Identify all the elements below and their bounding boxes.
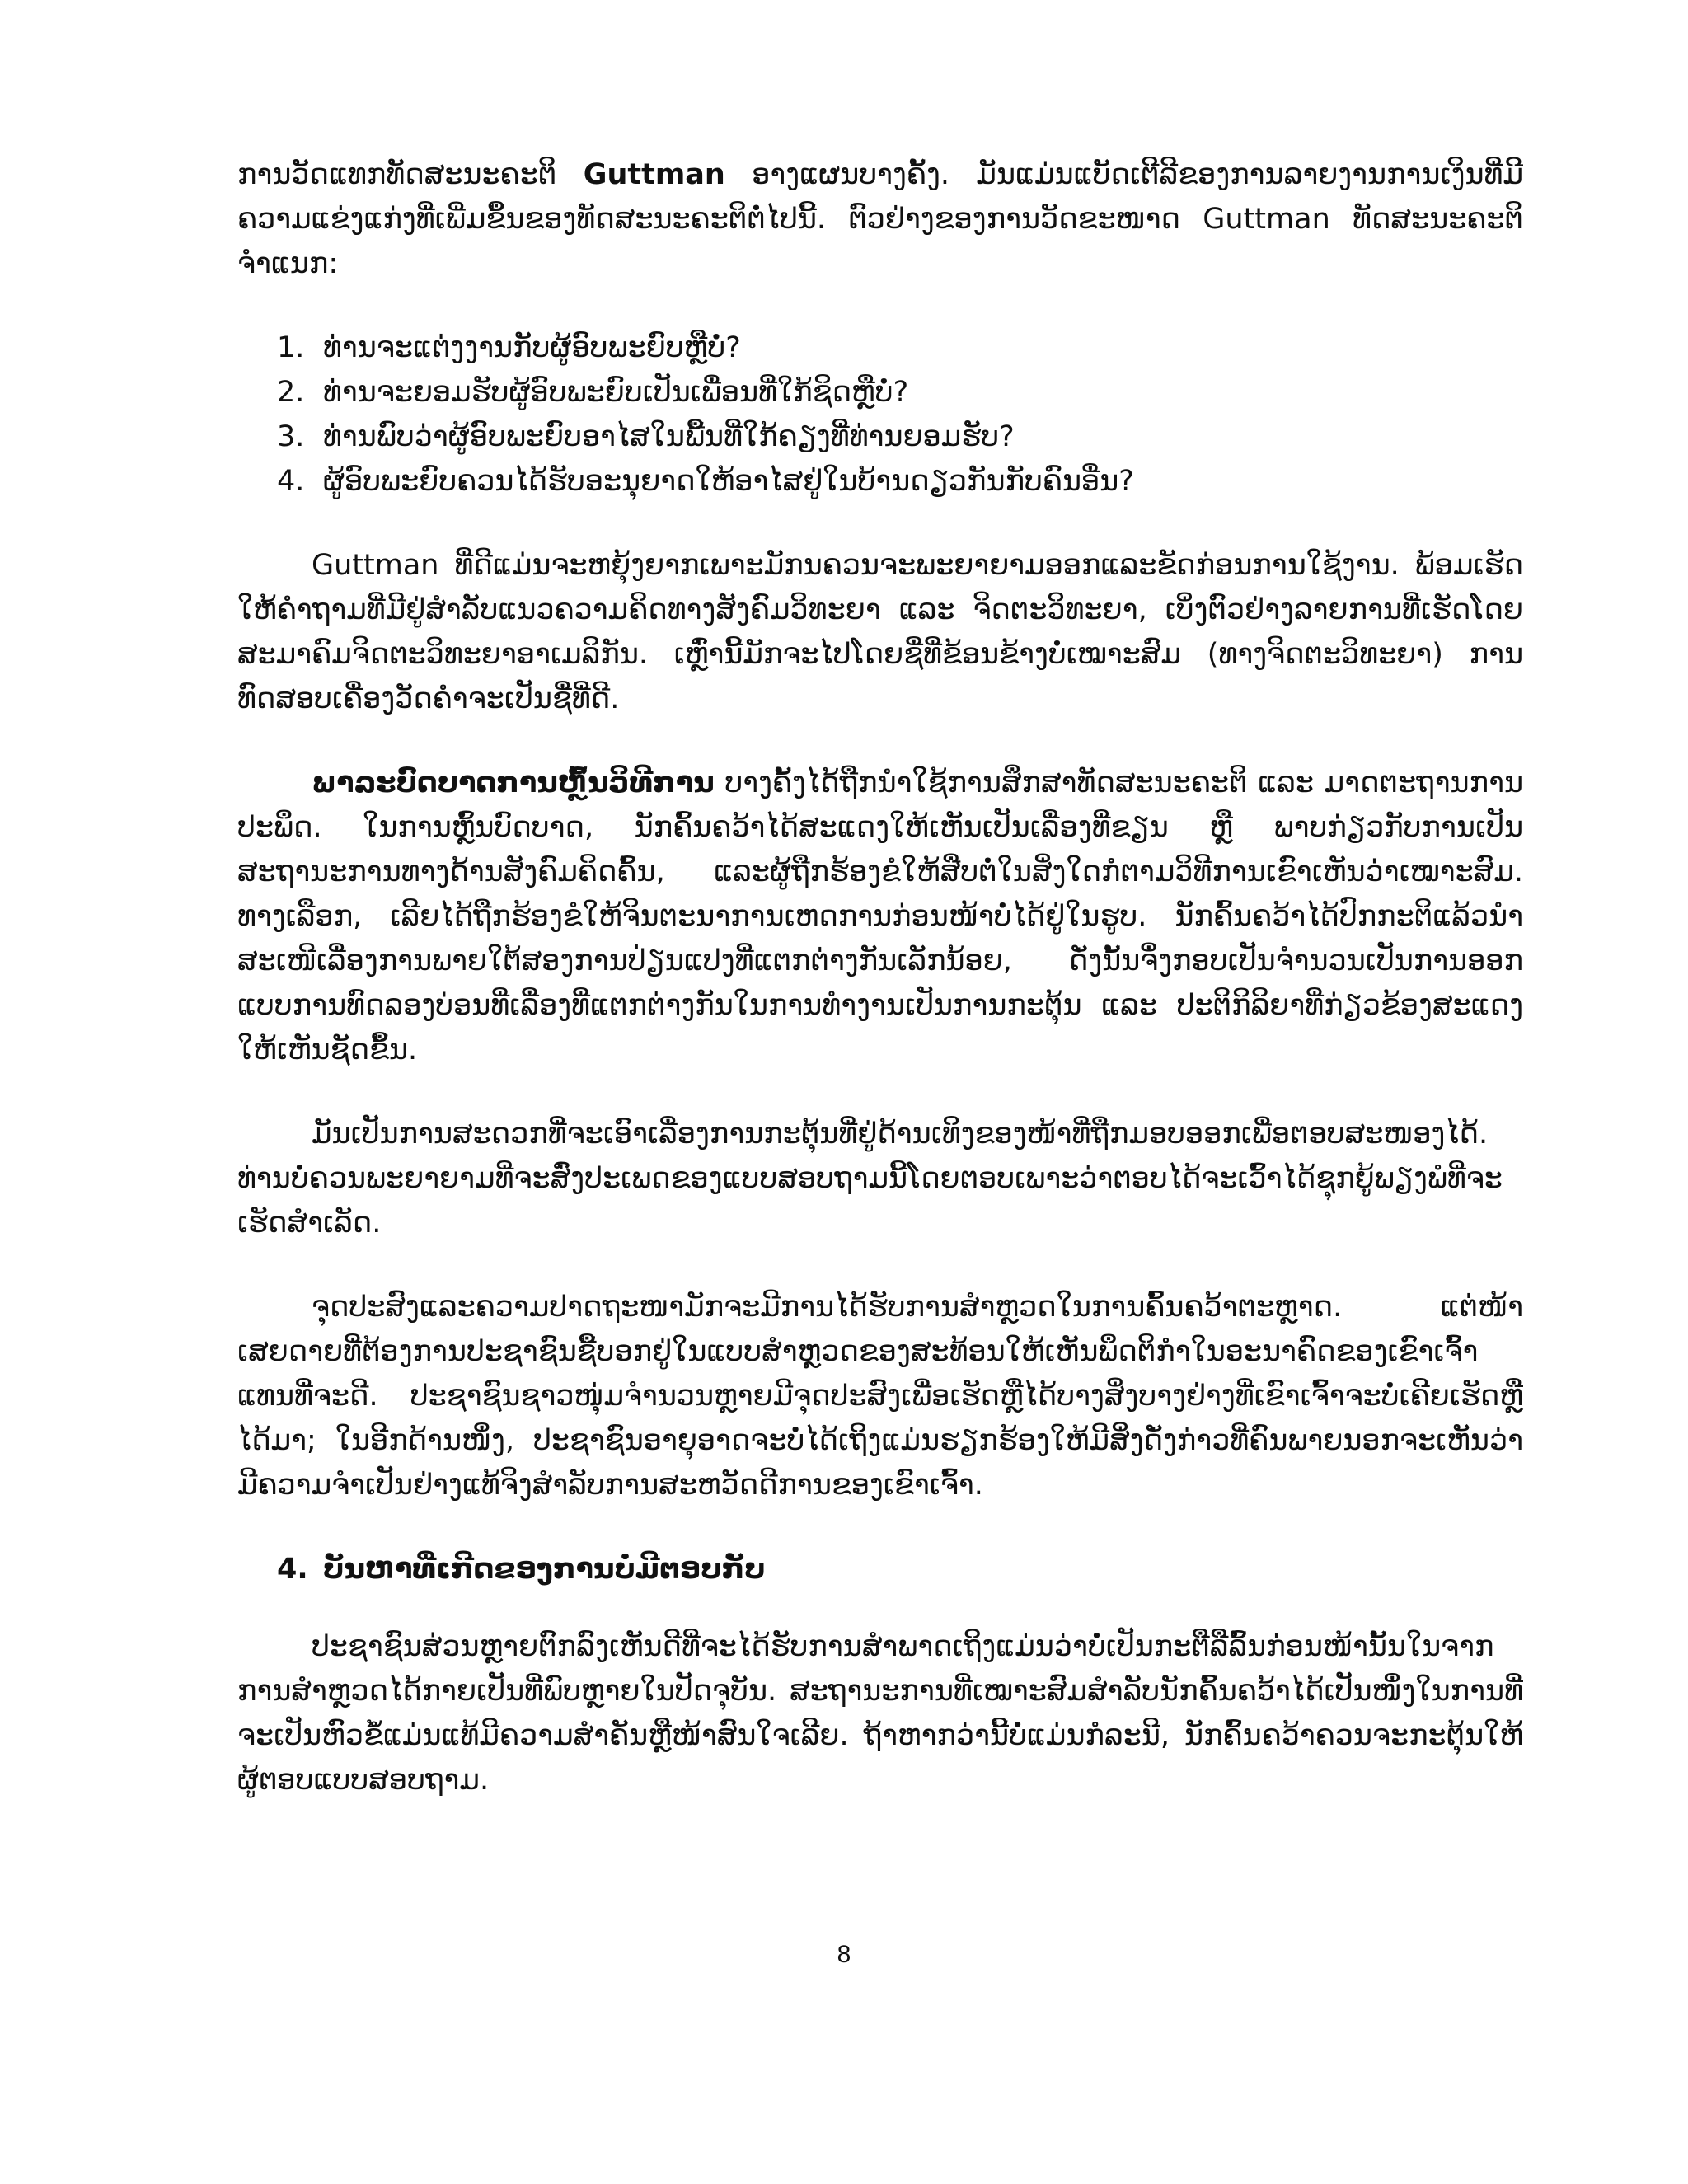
stimulus-paragraph: ມັນເປັນການສະດວກທີ່ຈະເອົາເລື່ອງການກະຕຸ້ນທີ່ຢູ່ດ້ານເທິງຂອງໜ້າທີ່ຖືກມອບອອກເພື່ອຕອບສະໜອງໄດ້. ທ່ານບໍ່ຄວນພະຍາຍາມທີ່ຈະສົ່ງປະເພດຂອງແບບສອບຖາມນີ້ໂດຍຕອບເພາະວ່າຕອບໄດ້ຈະເວົ້າໄດ້ຊຸກຍູ້ພຽງພໍທີ່ຈະເຮັດສຳເລັດ. xyxy=(237,1118,1503,1240)
list-item xyxy=(277,415,1523,459)
role-play-paragraph xyxy=(237,761,1523,1072)
intro-paragraph xyxy=(237,152,1523,286)
question-list xyxy=(237,326,1523,504)
role-play-text: ບາງຄັ້ງໄດ້ຖືກນຳໃຊ້ການສຶກສາທັດສະນະຄະຕິ ແລະ ມາດຕະຖານການປະພຶດ. ໃນການຫຼົ້ນບົດບາດ, ນັກຄົ້ນຄວ້າໄດ້ສະແດງໃຫ້ເຫັນເປັນເລື່ອງທີ່ຂຽນ ຫຼື ພາບກ່ຽວກັບການເປັນສະຖານະການທາງດ້ານສັງຄົມຄິດຄົ້ນ, ແລະຜູ້ຖືກຮ້ອງຂໍໃຫ້ສືບຕໍ່ໃນສິ່ງໃດກໍຕາມວິທີການເຂົາເຫັນວ່າເໝາະສົມ. ທາງເລືອກ, ເລີຍໄດ້ຖືກຮ້ອງຂໍໃຫ້ຈິນຕະນາການເຫດການກ່ອນໜ້າບໍ່ໄດ້ຢູ່ໃນຮູບ. ນັກຄົ້ນຄວ້າໄດ້ປົກກະຕິແລ້ວນຳສະເໜີເລື່ອງການພາຍໃຕ້ສອງການປ່ຽນແປງທີ່ແຕກຕ່າງກັນເລັກນ້ອຍ, ດັ່ງນັ້ນຈຶ່ງກອບເປັນຈຳນວນເປັນການອອກແບບການທົດລອງບ່ອນທີ່ເລື່ອງທີ່ແຕກຕ່າງກັນໃນການທຳງານເປັນການກະຕຸ້ນ ແລະ ປະຕິກິລິຍາທີ່ກ່ຽວຂ້ອງສະແດງໃຫ້ເຫັນຊັດຂຶ້ນ. xyxy=(237,766,1523,1066)
section-number: 4. xyxy=(277,1553,308,1586)
list-item-text: ທ່ານພົບວ່າຜູ້ອົບພະຍົບອາໄສໃນພື້ນທີ່ໃກ້ຄຽງທີ່ທ່ານຍອມຮັບ? xyxy=(323,420,1015,453)
list-item-text: ທ່ານຈະຍອມຮັບຜູ້ອົບພະຍົບເປັນເພື່ອນທີ່ໃກ້ຊິດຫຼືບໍ່? xyxy=(323,376,909,409)
list-item xyxy=(277,459,1523,504)
document-page xyxy=(237,152,1523,1802)
list-item xyxy=(277,326,1523,370)
list-item-number: 4. xyxy=(277,465,305,498)
intro-text-start: ການວັດແທກທັດສະນະຄະຕິ xyxy=(237,158,584,191)
section-heading xyxy=(277,1547,1523,1591)
list-item-number: 3. xyxy=(277,420,305,453)
list-item xyxy=(277,370,1523,415)
guttman-paragraph: Guttman ທີ່ດີແມ່ນຈະຫຍຸ້ງຍາກເພາະມັກນຄວນຈະພະຍາຍາມອອກແລະຂັດກ່ອນການໃຊ້ງານ. ພ້ອມເຮັດໃຫ້ຄຳຖາມທີ່ມີຢູ່ສຳລັບແນວຄວາມຄິດທາງສັງຄົມວິທະຍາ ແລະ ຈິດຕະວິທະຍາ, ເບິ່ງຕົວຢ່າງລາຍການທີ່ເຮັດໂດຍສະມາຄົມຈິດຕະວິທະຍາອາເມລິກັນ. ເຫຼົ່ານີ້ມັກຈະໄປໂດຍຊື່ທີ່ຂ້ອນຂ້າງບໍ່ເໝາະສົມ (ທາງຈິດຕະວິທະຍາ) ການທົດສອບເຄື່ອງວັດຄຳຈະເປັນຊື່ທີ່ດີ. xyxy=(237,549,1523,715)
list-item-number: 1. xyxy=(277,331,305,364)
section-title: ບັນຫາທີ່ເກີດຂອງການບໍ່ມີຕອບກັບ xyxy=(323,1553,766,1586)
list-item-text: ຜູ້ອົບພະຍົບຄວນໄດ້ຮັບອະນຸຍາດໃຫ້ອາໄສຢູ່ໃນບ້ານດຽວກັນກັບຄົນອື່ນ? xyxy=(323,465,1134,498)
intro-term-guttman: Guttman xyxy=(583,158,725,191)
list-item-text: ທ່ານຈະແຕ່ງງານກັບຜູ້ອົບພະຍົບຫຼືບໍ່? xyxy=(323,331,741,364)
nonresponse-paragraph: ປະຊາຊົນສ່ວນຫຼາຍຕົກລົງເຫັນດີທີ່ຈະໄດ້ຮັບການສຳພາດເຖິງແມ່ນວ່າບໍ່ເປັນກະຕືລືລົ້ນກ່ອນໜ້ານັ້ນໃນຈາກການສຳຫຼວດໄດ້ກາຍເປັນທີ່ພົບຫຼາຍໃນປັດຈຸບັນ. ສະຖານະການທີ່ເໝາະສົມສຳລັບນັກຄົ້ນຄວ້າໄດ້ເປັນໜຶ່ງໃນການທີ່ຈະເປັນຫົວຂໍ້ແມ່ນແທ້ມີຄວາມສຳຄັນຫຼືໜ້າສົນໃຈເລີຍ. ຖ້າຫາກວ່ານີ້ບໍ່ແມ່ນກໍລະນີ, ນັກຄົ້ນຄວ້າຄວນຈະກະຕຸ້ນໃຫ້ຜູ້ຕອບແບບສອບຖາມ. xyxy=(237,1630,1523,1797)
intro-text-end: ອາງແຜນບາງຄັ້ງ. ມັນແມ່ນແບັດເຕີລີຂອງການລາຍງານການເງິນທີ່ມີຄວາມແຂ່ງແກ່ງທີ່ເພີ່ມຂຶ້ນຂອງທັດສະນະຄະຕິຕໍ່ໄປນີ້. ຕົວຢ່າງຂອງການວັດຂະໜາດ Guttman ທັດສະນະຄະຕິຈຳແນກ: xyxy=(237,158,1523,280)
goals-paragraph: ຈຸດປະສົງແລະຄວາມປາດຖະໜາມັກຈະມີການໄດ້ຮັບການສຳຫຼວດໃນການຄົ້ນຄວ້າຕະຫຼາດ. ແຕ່ໜ້າເສຍດາຍທີ່ຕ້ອງການປະຊາຊົນຊື້ບອກຢູ່ໃນແບບສຳຫຼວດຂອງສະທ້ອນໃຫ້ເຫັນພຶດຕິກຳໃນອະນາຄົດຂອງເຂົາເຈົ້າແທນທີ່ຈະດີ. ປະຊາຊົນຊາວໜຸ່ມຈຳນວນຫຼາຍມີຈຸດປະສົງເພື່ອເຮັດຫຼືໄດ້ບາງສິ່ງບາງຢ່າງທີ່ເຂົາເຈົ້າຈະບໍ່ເຄີຍເຮັດຫຼືໄດ້ມາ; ໃນອີກດ້ານໜຶ່ງ, ປະຊາຊົນອາຍຸອາດຈະບໍ່ໄດ້ເຖິງແມ່ນຮຽກຮ້ອງໃຫ້ມີສິ່ງດັ່ງກ່າວທີ່ຄົນພາຍນອກຈະເຫັນວ່າມີຄວາມຈຳເປັນຢ່າງແທ້ຈິງສຳລັບການສະຫວັດດີການຂອງເຂົາເຈົ້າ. xyxy=(237,1291,1523,1502)
list-item-number: 2. xyxy=(277,376,305,409)
role-play-term: ພາລະບົດບາດການຫຼົ້ນວິທີການ xyxy=(312,766,715,799)
page-number: 8 xyxy=(837,1941,851,1968)
